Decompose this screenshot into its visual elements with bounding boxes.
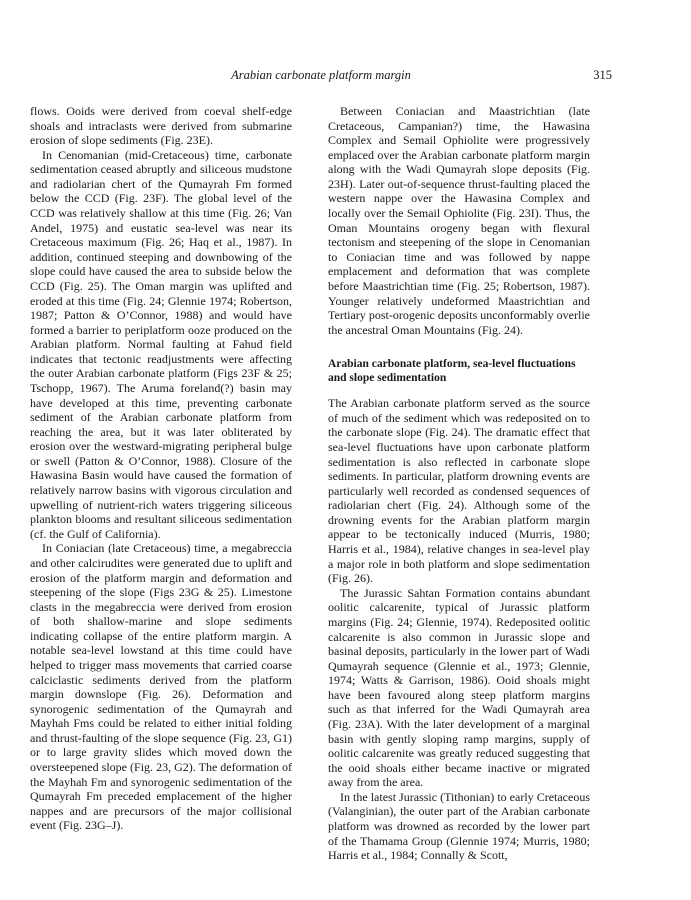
paragraph: In the latest Jurassic (Tithonian) to early Cretaceous (Valanginian), the outer part of the Arabian carbonate platform was drowned as recorded by the lower part of the Thamama Group (Glennie 1974; Murris, 1980; Harris et al., 1984; Connally & Scott,	[328, 789, 590, 863]
running-title: Arabian carbonate platform margin	[231, 68, 411, 82]
left-column	[30, 104, 292, 833]
section-heading: Arabian carbonate platform, sea-level fluctuations and slope sedimentation	[328, 358, 576, 385]
paragraph: Between Coniacian and Maastrichtian (late Cretaceous, Campanian?) time, the Hawasina Complex and Semail Ophiolite were progressively emplaced over the Arabian carbonate platform margin along with the Wadi Qumayrah slope deposits (Fig. 23H). Later out-of-sequence thrust-faulting placed the western nappe over the Hawasina Complex and locally over the Semail Ophiolite (Fig. 23I). Thus, the Oman Mountains orogeny began with flexural tectonism and steepening of the slope in Cenomanian to Coniacian time and was followed by nappe emplacement and deformation that was complete before Maastrichtian time (Fig. 25; Robertson, 1987). Younger relatively undeformed Maastrichtian and Tertiary post-orogenic deposits unconformably overlie the ancestral Oman Mountains (Fig. 24).	[328, 104, 590, 337]
page-number: 315	[593, 68, 612, 82]
right-column	[328, 104, 590, 863]
paragraph: The Arabian carbonate platform served as the source of much of the sediment which was redeposited on to the carbonate slope (Fig. 24). The dramatic effect that sea-level fluctuations have upon carbonate platform sedimentation is also reflected in carbonate slope sediments. In particular, platform drowning events are particularly well recorded as condensed sequences of radiolarian chert (Fig. 24). Although some of the drowning events for the Arabian platform margin appear to be tectonically induced (Murris, 1980; Harris et al., 1984), relative changes in sea-level play a major role in both platform and slope sedimentation (Fig. 26).	[328, 396, 590, 586]
running-head	[30, 68, 612, 88]
paragraph: The Jurassic Sahtan Formation contains abundant oolitic calcarenite, typical of Jurassic platform margins (Fig. 24; Glennie, 1974). Redeposited oolitic calcarenite is also common in Jurassic slope and basinal deposits, particularly in the lower part of Wadi Qumayrah sequence (Glennie et al., 1973; Glennie, 1974; Watts & Garrison, 1986). Ooid shoals might have been favoured along steep platform margins such as that inferred for the Wadi Qumayrah area (Fig. 23A). With the later development of a marginal basin with gently sloping ramp margins, supply of oolitic calcarenite was greatly reduced suggesting that the ooid shoals either became inactive or migrated away from the area.	[328, 585, 590, 790]
paragraph: In Coniacian (late Cretaceous) time, a megabreccia and other calcirudites were generated due to uplift and erosion of the platform margin and deformation and steepening of the slope (Figs 23G & 25). Limestone clasts in the megabreccia were derived from erosion of both shallow-marine and slope sediments indicating collapse of the entire platform margin. A notable sea-level lowstand at this time could have helped to trigger mass movements that carried coarse calciclastic sediments derived from the platform margin downslope (Fig. 26). Deformation and synorogenic sedimentation of the Qumayrah and Mayhah Fms could be related to either initial folding and thrust-faulting of the slope sequence (Fig. 23, G1) or to large gravity slides which moved down the oversteepened slope (Fig. 23, G2). The deformation of the Mayhah Fm and synorogenic sedimentation of the Qumayrah Fm preceded emplacement of the higher nappes and are precursors of the major collisional event (Fig. 23G–J).	[30, 541, 292, 833]
paragraph: flows. Ooids were derived from coeval shelf-edge shoals and intraclasts were derived from submarine erosion of slope sediments (Fig. 23E).	[30, 104, 292, 148]
paragraph: In Cenomanian (mid-Cretaceous) time, carbonate sedimentation ceased abruptly and siliceous mudstone and radiolarian chert of the Qumayrah Fm formed below the CCD (Fig. 23F). The global level of the CCD was relatively shallow at this time (Fig. 26; Van Andel, 1975) and eustatic sea-level was near its Cretaceous maximum (Fig. 26; Haq et al., 1987). In addition, continued steeping and downbowing of the slope could have caused the area to subside below the CCD (Fig. 25). The Oman margin was uplifted and eroded at this time (Fig. 24; Glennie 1974; Robertson, 1987; Patton & O’Connor, 1988) and would have formed a barrier to periplatform ooze produced on the Arabian platform. Normal faulting at Fahud field indicates that tectonic readjustments were affecting the outer Arabian carbonate platform (Figs 23F & 25; Tschopp, 1967). The Aruma foreland(?) basin may have developed at this time, preventing carbonate sediment of the Arabian carbonate platform from reaching the area, but it was later obliterated by erosion over the westward-migrating peripheral bulge or swell (Patton & O’Connor, 1988). Closure of the Hawasina Basin would have caused the formation of relatively narrow basins with vigorous circulation and upwelling of nutrient-rich waters triggering siliceous plankton blooms and resultant siliceous sedimentation (cf. the Gulf of California).	[30, 147, 292, 541]
